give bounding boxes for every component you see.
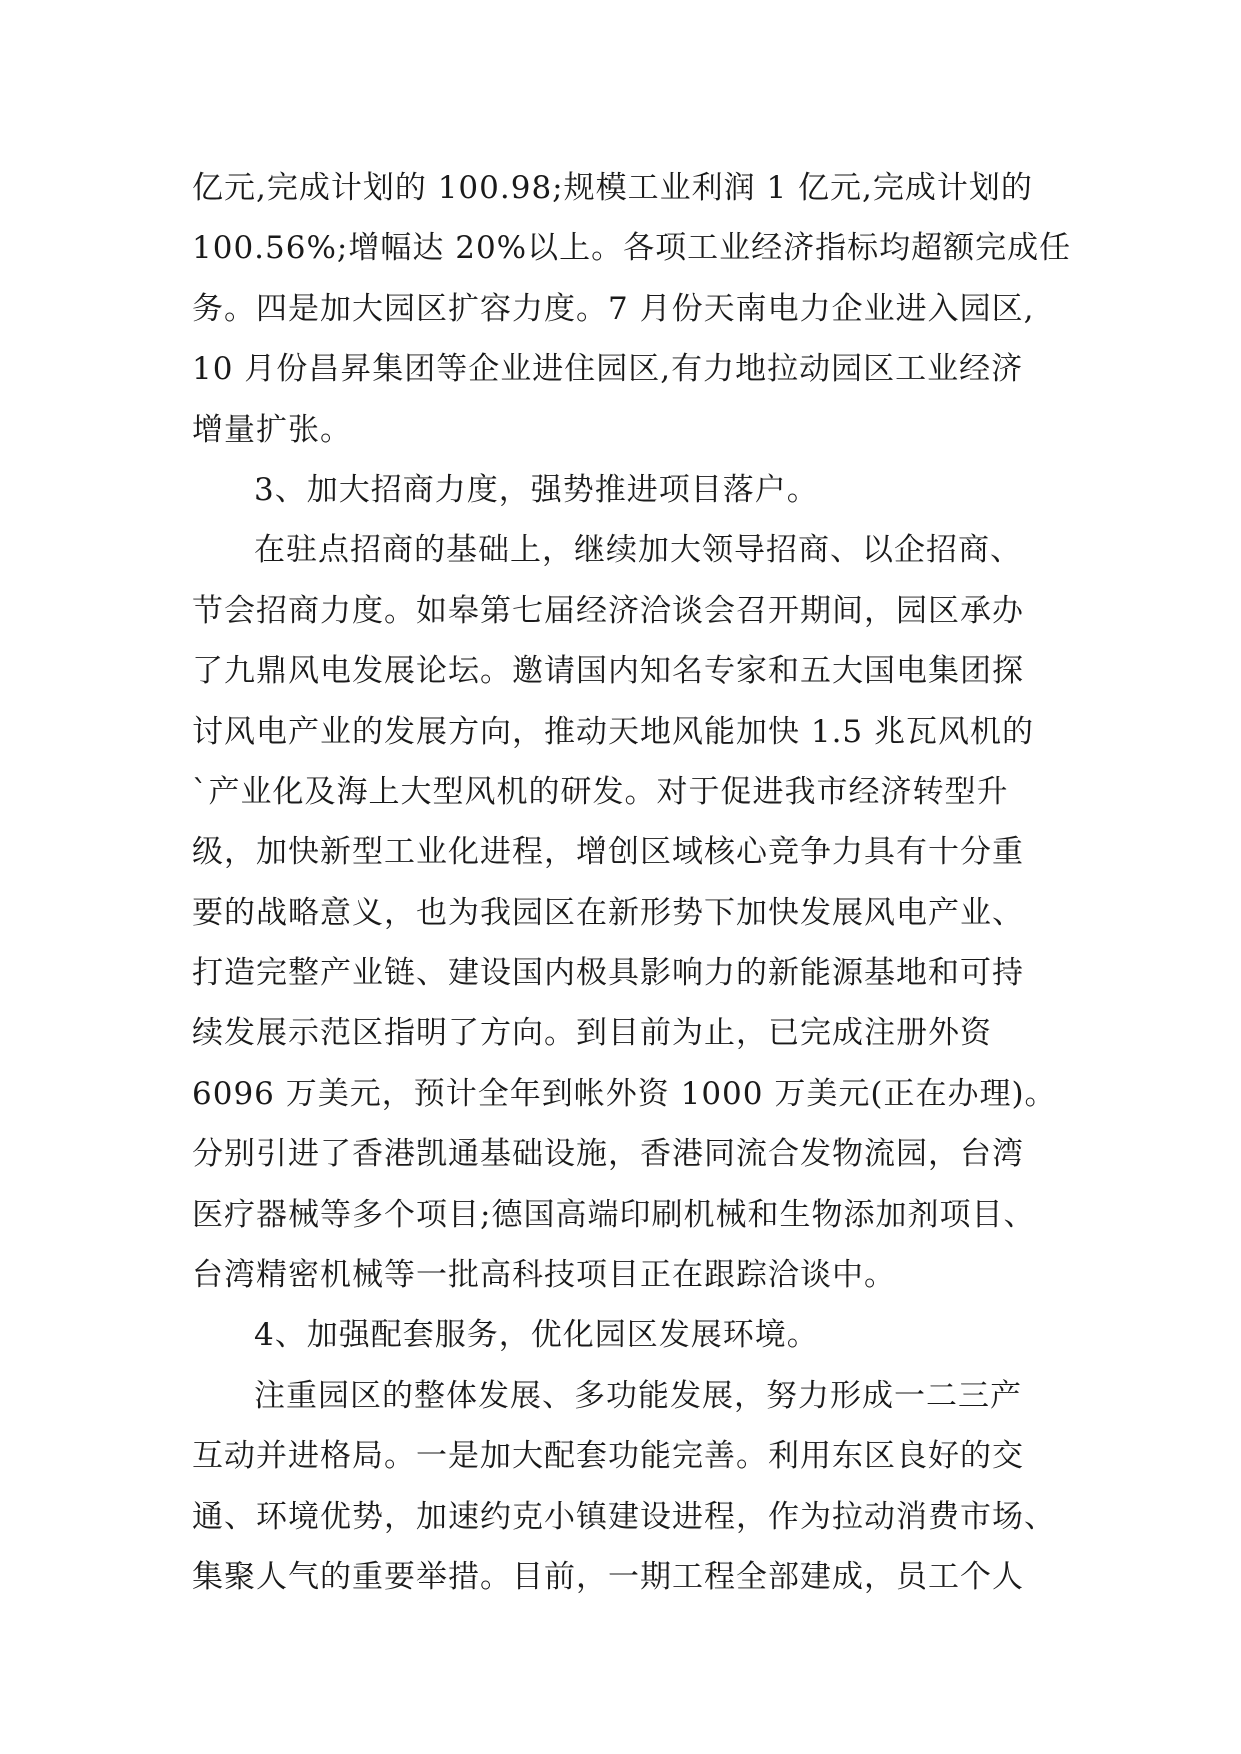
text-line: 10 月份昌昇集团等企业进住园区,有力地拉动园区工业经济 bbox=[192, 351, 1024, 388]
text-line: `产业化及海上大型风机的研发。对于促进我市经济转型升 bbox=[192, 773, 1009, 810]
body-text bbox=[192, 158, 1072, 1607]
text-line: 通、环境优势，加速约克小镇建设进程，作为拉动消费市场、 bbox=[192, 1498, 1056, 1535]
text-line: 打造完整产业链、建设国内极具影响力的新能源基地和可持 bbox=[192, 955, 1024, 992]
text-line: 分别引进了香港凯通基础设施，香港同流合发物流园，台湾 bbox=[192, 1136, 1024, 1173]
text-line: 增量扩张。 bbox=[192, 411, 352, 448]
paragraph-start: 注重园区的整体发展、多功能发展，努力形成一二三产 bbox=[254, 1377, 1022, 1414]
paragraph-start: 在驻点招商的基础上，继续加大领导招商、以企招商、 bbox=[254, 532, 1022, 569]
section-heading: 4、加强配套服务，优化园区发展环境。 bbox=[254, 1317, 819, 1354]
text-line: 续发展示范区指明了方向。到目前为止，已完成注册外资 bbox=[192, 1015, 992, 1052]
text-line: 了九鼎风电发展论坛。邀请国内知名专家和五大国电集团探 bbox=[192, 653, 1024, 690]
text-line: 节会招商力度。如皋第七届经济洽谈会召开期间，园区承办 bbox=[192, 592, 1024, 629]
text-line: 要的战略意义，也为我园区在新形势下加快发展风电产业、 bbox=[192, 894, 1024, 931]
text-line: 6096 万美元，预计全年到帐外资 1000 万美元(正在办理)。 bbox=[192, 1075, 1057, 1112]
text-line: 医疗器械等多个项目;德国高端印刷机械和生物添加剂项目、 bbox=[192, 1196, 1036, 1233]
text-line: 亿元,完成计划的 100.98;规模工业利润 1 亿元,完成计划的 bbox=[192, 170, 1033, 206]
text-line: 100.56%;增幅达 20%以上。各项工业经济指标均超额完成任 bbox=[192, 230, 1072, 267]
text-line: 互动并进格局。一是加大配套功能完善。利用东区良好的交 bbox=[192, 1438, 1024, 1475]
text-line: 务。四是加大园区扩容力度。7 月份天南电力企业进入园区, bbox=[192, 290, 1035, 327]
text-line: 级，加快新型工业化进程，增创区域核心竞争力具有十分重 bbox=[192, 834, 1024, 871]
text-line: 台湾精密机械等一批高科技项目正在跟踪洽谈中。 bbox=[192, 1257, 896, 1294]
text-line: 讨风电产业的发展方向，推动天地风能加快 1.5 兆瓦风机的 bbox=[192, 713, 1035, 750]
section-heading: 3、加大招商力度，强势推进项目落户。 bbox=[254, 471, 819, 508]
text-line: 集聚人气的重要举措。目前，一期工程全部建成，员工个人 bbox=[192, 1558, 1024, 1595]
